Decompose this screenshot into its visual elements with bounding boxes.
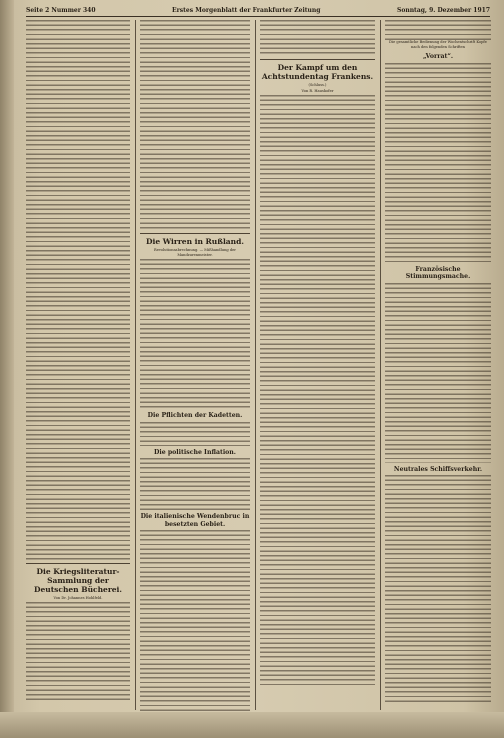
article-headline: Die Kriegsliteratur-Sammlung der Deutschen Bücherei. bbox=[33, 567, 123, 594]
article-text-block bbox=[260, 95, 375, 685]
column-rule-1 bbox=[135, 20, 136, 710]
article-subheadline: (Schluss.) bbox=[308, 83, 327, 87]
section-heading: Die Pflichten der Kadetten. bbox=[147, 412, 243, 419]
article-text-block bbox=[26, 20, 130, 560]
article-headline: Die Wirren in Rußland. bbox=[146, 237, 244, 246]
page-header bbox=[26, 4, 490, 17]
page-bottom-edge bbox=[0, 712, 504, 738]
section-heading: Die italienische Wendenbruc in besetzten Gebiet. bbox=[140, 513, 250, 528]
article-text-block bbox=[385, 63, 491, 263]
article-byline: Von Dr. Johannes Hohlfeld. bbox=[53, 596, 103, 600]
section-heading: Französische Stimmungsmache. bbox=[405, 265, 471, 280]
section-heading: Die politische Inflation. bbox=[154, 448, 236, 456]
article-byline: Von R. Haushofer bbox=[301, 89, 334, 93]
column-rule-2 bbox=[255, 20, 256, 710]
masthead: Erstes Morgenblatt der Frankfurter Zeitung bbox=[172, 6, 321, 14]
issue-date: Sonntag, 9. Dezember 1917 bbox=[397, 6, 490, 14]
article-subheadline: Revolutionsabrechnung. — Mißhandlung der Mandzurenmeister. bbox=[154, 248, 236, 257]
article-text-block bbox=[140, 259, 250, 409]
page-left-edge bbox=[0, 0, 14, 738]
divider bbox=[260, 59, 375, 60]
article-text-block bbox=[260, 20, 375, 56]
article-text-block bbox=[140, 458, 250, 510]
column-rule-3 bbox=[380, 20, 381, 710]
article-text-block bbox=[26, 602, 130, 702]
article-text-block bbox=[140, 530, 250, 738]
column-3 bbox=[260, 20, 375, 685]
section-heading: Neutrales Schiffsverkehr. bbox=[393, 465, 483, 473]
article-text-block bbox=[385, 475, 491, 705]
divider bbox=[26, 563, 130, 564]
article-text-block bbox=[140, 422, 250, 446]
page-number: Seite 2 Nummer 340 bbox=[26, 6, 96, 14]
column-2 bbox=[140, 20, 250, 738]
column-1 bbox=[26, 20, 130, 702]
article-text-block bbox=[385, 20, 491, 40]
article-text-block bbox=[385, 283, 491, 463]
notice-text: Die gesamtliche Bedienung der Wochentschrift Kopfe nach den folgenden Schriften bbox=[389, 40, 487, 49]
column-4 bbox=[385, 20, 491, 705]
article-headline: Der Kampf um den Achtstundentag Frankens. bbox=[261, 63, 374, 81]
article-text-block bbox=[140, 20, 250, 230]
divider bbox=[140, 233, 250, 234]
article-headline: „Vorrat“. bbox=[422, 53, 454, 60]
